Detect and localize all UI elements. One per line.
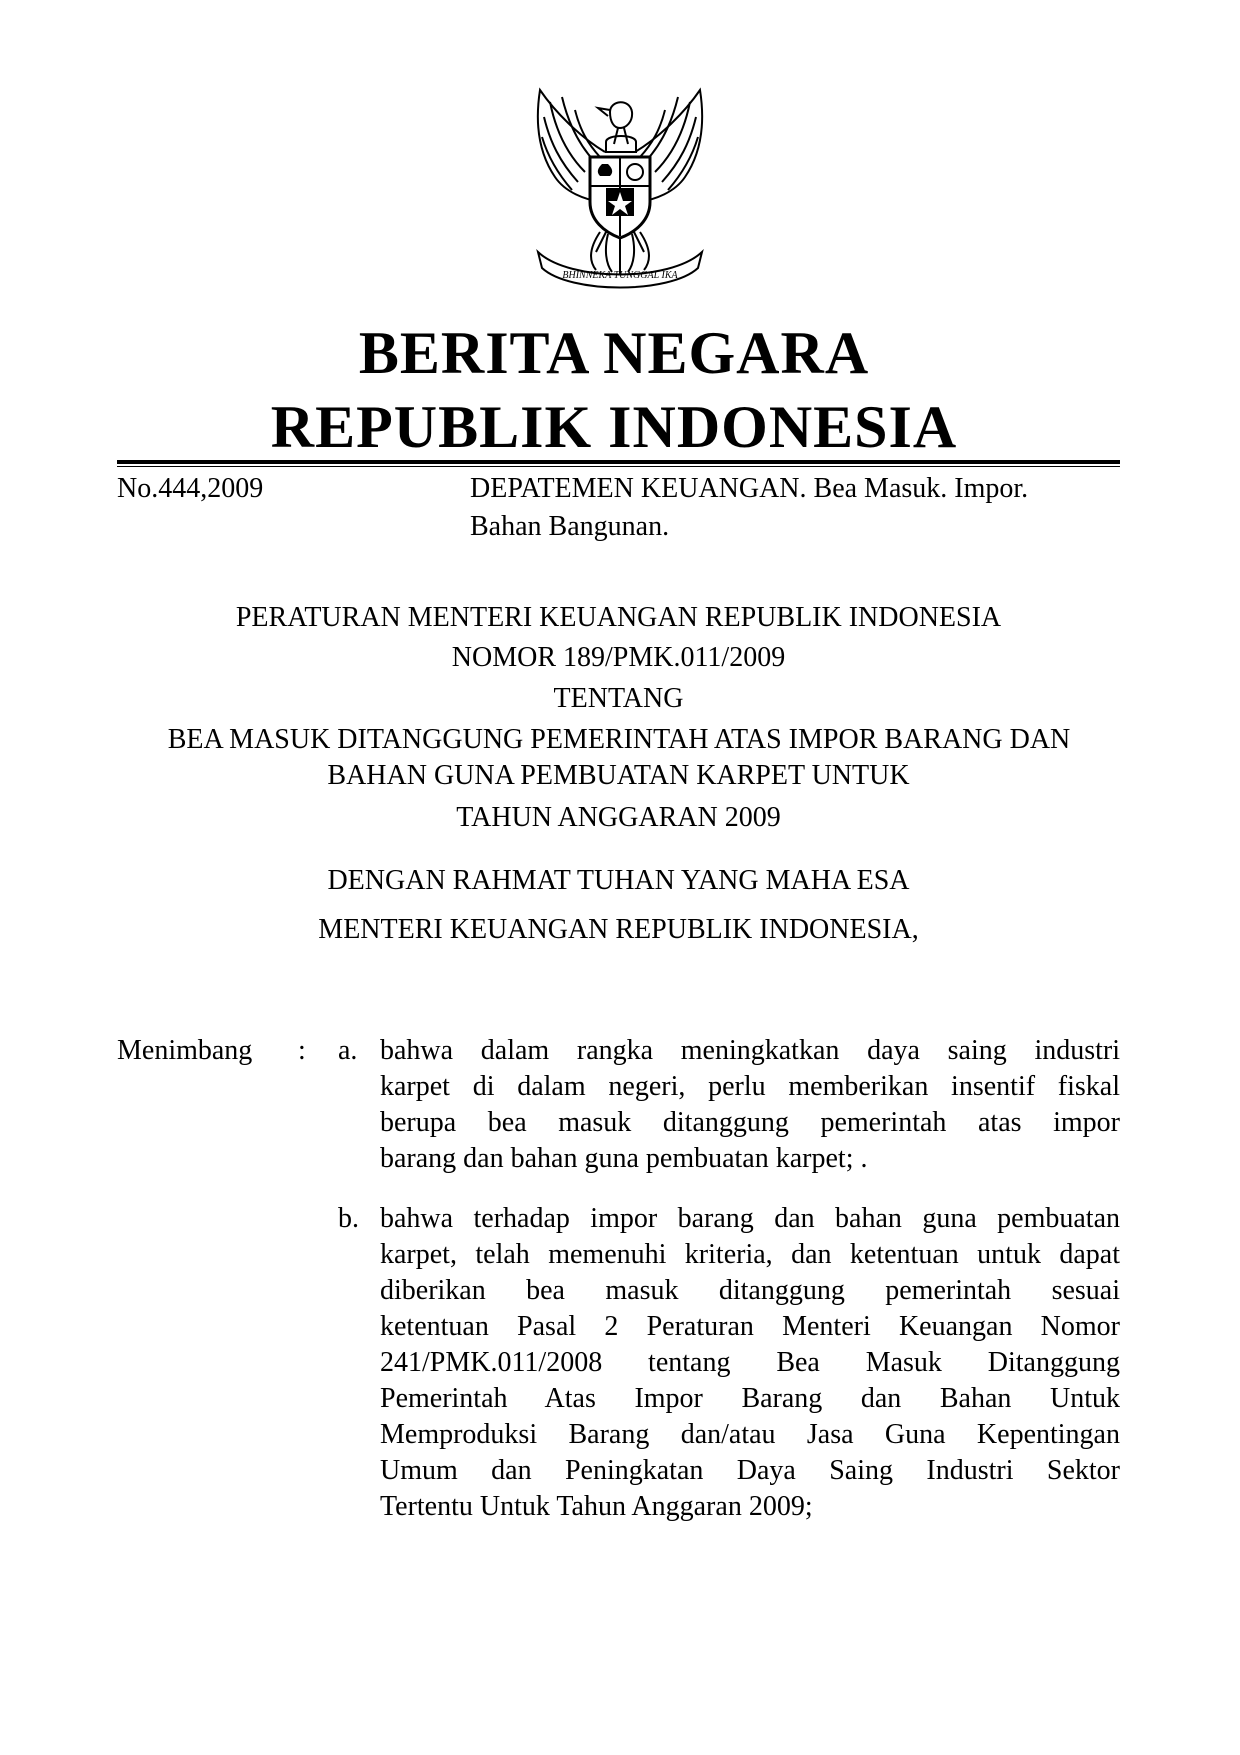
regulation-number: NOMOR 189/PMK.011/2009: [451, 642, 786, 673]
description-line-2: Bahan Bangunan.: [470, 511, 670, 542]
regulation-subject-line-3: TAHUN ANGGARAN 2009: [456, 802, 781, 833]
description-line-1: DEPATEMEN KEUANGAN. Bea Masuk. Impor.: [470, 473, 1029, 504]
header-rule-thin: [117, 466, 1120, 467]
considering-item-b: [380, 1201, 1120, 1525]
item-b-line: Umum dan Peningkatan Daya Saing Industri Sektor: [380, 1455, 1120, 1486]
emblem-motto: BHINNEKA TUNGGAL IKA: [562, 270, 678, 281]
item-a-line: barang dan bahan guna pembuatan karpet; .: [380, 1143, 868, 1174]
item-a-line: berupa bea masuk ditanggung pemerintah atas impor: [380, 1107, 1120, 1138]
considering-colon: :: [298, 1035, 306, 1066]
header-rule: [117, 460, 1120, 464]
considering-label: Menimbang: [117, 1035, 253, 1066]
gazette-subtitle: REPUBLIK INDONESIA: [270, 394, 958, 460]
garuda-emblem-icon: [510, 82, 730, 302]
item-marker-a: a.: [338, 1035, 358, 1066]
item-b-line: ketentuan Pasal 2 Peraturan Menteri Keuangan Nomor: [380, 1311, 1120, 1342]
invocation: DENGAN RAHMAT TUHAN YANG MAHA ESA: [327, 865, 910, 896]
item-b-line: Pemerintah Atas Impor Barang dan Bahan Untuk: [380, 1383, 1120, 1414]
considering-item-a: [380, 1033, 1120, 1177]
item-b-line: Memproduksi Barang dan/atau Jasa Guna Kepentingan: [380, 1419, 1120, 1450]
item-b-line: Tertentu Untuk Tahun Anggaran 2009;: [380, 1491, 813, 1522]
regulation-subject-line-1: BEA MASUK DITANGGUNG PEMERINTAH ATAS IMPOR BARANG DAN: [167, 724, 1071, 755]
regulation-title: PERATURAN MENTERI KEUANGAN REPUBLIK INDONESIA: [235, 602, 1002, 633]
issuing-authority: MENTERI KEUANGAN REPUBLIK INDONESIA,: [318, 914, 919, 945]
item-b-line: karpet, telah memenuhi kriteria, dan ketentuan untuk dapat: [380, 1239, 1120, 1270]
gazette-description: [470, 470, 1115, 546]
item-b-line: 241/PMK.011/2008 tentang Bea Masuk Ditanggung: [380, 1347, 1120, 1378]
gazette-title: BERITA NEGARA: [358, 320, 870, 386]
item-marker-b: b.: [338, 1203, 359, 1234]
item-a-line: bahwa dalam rangka meningkatkan daya saing industri: [380, 1035, 1120, 1066]
item-a-line: karpet di dalam negeri, perlu memberikan insentif fiskal: [380, 1071, 1120, 1102]
item-b-line: diberikan bea masuk ditanggung pemerintah sesuai: [380, 1275, 1120, 1306]
regulation-about: TENTANG: [553, 683, 684, 714]
regulation-subject-line-2: BAHAN GUNA PEMBUATAN KARPET UNTUK: [327, 760, 910, 791]
gazette-number: No.444,2009: [117, 473, 264, 504]
item-b-line: bahwa terhadap impor barang dan bahan guna pembuatan: [380, 1203, 1120, 1234]
